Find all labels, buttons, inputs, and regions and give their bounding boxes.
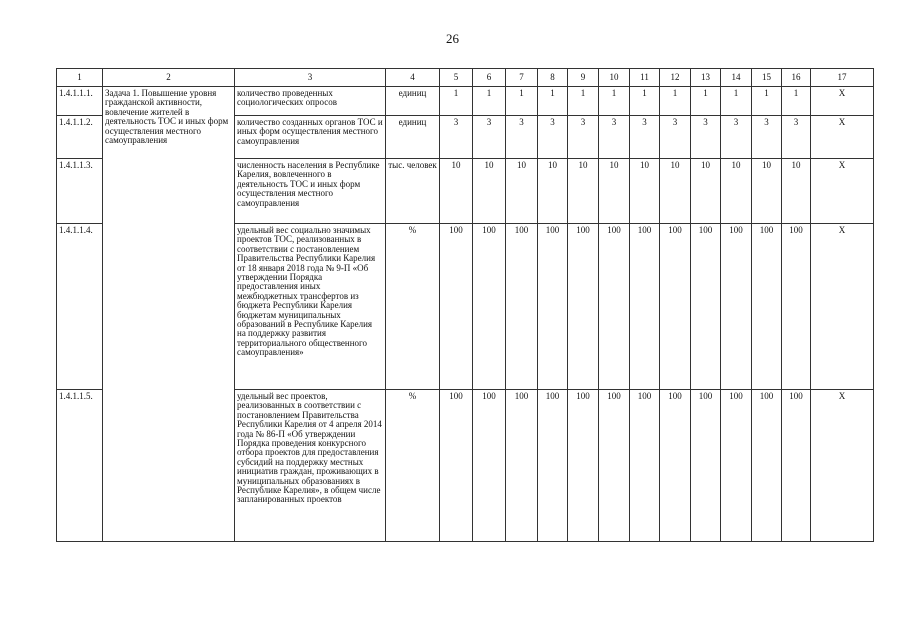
value-cell: 100	[538, 224, 568, 390]
value-cell: 1	[538, 87, 568, 116]
indicator-description: количество созданных органов ТОС и иных форм осуществления местного самоуправления	[235, 116, 386, 159]
value-cell: 100	[440, 224, 473, 390]
unit-cell: %	[386, 224, 440, 390]
value-cell: 100	[630, 224, 660, 390]
row-code: 1.4.1.1.4.	[57, 224, 103, 390]
indicator-description: количество проведенных социологических опросов	[235, 87, 386, 116]
value-cell: 1	[691, 87, 721, 116]
task-description: Задача 1. Повышение уровня гражданской активности, вовлечение жителей в деятельность ТОС и иных форм осуществления местного самоуправления	[103, 87, 235, 542]
header-cell: 12	[660, 69, 691, 87]
value-cell: 10	[721, 159, 752, 224]
value-cell: 100	[660, 224, 691, 390]
value-cell: 10	[440, 159, 473, 224]
unit-cell: тыс. человек	[386, 159, 440, 224]
last-column-cell: X	[811, 87, 874, 116]
indicator-description: численность населения в Республике Карелия, вовлеченного в деятельность ТОС и иных форм осуществления местного самоуправления	[235, 159, 386, 224]
value-cell: 3	[473, 116, 506, 159]
value-cell: 100	[752, 390, 782, 542]
value-cell: 3	[691, 116, 721, 159]
value-cell: 1	[752, 87, 782, 116]
value-cell: 100	[782, 390, 811, 542]
value-cell: 100	[568, 224, 599, 390]
value-cell: 100	[473, 390, 506, 542]
value-cell: 100	[691, 390, 721, 542]
value-cell: 3	[660, 116, 691, 159]
header-cell: 16	[782, 69, 811, 87]
value-cell: 10	[506, 159, 538, 224]
unit-cell: единиц	[386, 116, 440, 159]
value-cell: 3	[506, 116, 538, 159]
header-cell: 3	[235, 69, 386, 87]
page-number: 26	[446, 31, 459, 46]
value-cell: 100	[691, 224, 721, 390]
value-cell: 3	[440, 116, 473, 159]
header-cell: 5	[440, 69, 473, 87]
value-cell: 1	[568, 87, 599, 116]
value-cell: 100	[599, 390, 630, 542]
value-cell: 3	[721, 116, 752, 159]
header-cell: 7	[506, 69, 538, 87]
value-cell: 100	[440, 390, 473, 542]
value-cell: 1	[721, 87, 752, 116]
value-cell: 10	[473, 159, 506, 224]
header-row	[57, 69, 874, 87]
value-cell: 100	[473, 224, 506, 390]
value-cell: 100	[506, 390, 538, 542]
header-cell: 9	[568, 69, 599, 87]
value-cell: 10	[538, 159, 568, 224]
header-cell: 4	[386, 69, 440, 87]
table-row	[57, 87, 874, 116]
value-cell: 100	[599, 224, 630, 390]
value-cell: 100	[721, 390, 752, 542]
value-cell: 3	[538, 116, 568, 159]
header-cell: 11	[630, 69, 660, 87]
value-cell: 10	[568, 159, 599, 224]
last-column-cell: X	[811, 159, 874, 224]
value-cell: 3	[630, 116, 660, 159]
value-cell: 10	[691, 159, 721, 224]
unit-cell: %	[386, 390, 440, 542]
row-code: 1.4.1.1.3.	[57, 159, 103, 224]
unit-cell: единиц	[386, 87, 440, 116]
value-cell: 1	[440, 87, 473, 116]
value-cell: 100	[568, 390, 599, 542]
value-cell: 100	[721, 224, 752, 390]
value-cell: 100	[630, 390, 660, 542]
row-code: 1.4.1.1.2.	[57, 116, 103, 159]
indicator-description: удельный вес социально значимых проектов ТОС, реализованных в соответствии с постановлением Правительства Республики Карелия от 18 января 2018 года № 9-П «Об утверждении Порядка предоставления иных межбюджетных трансфертов из бюджета Республики Карелия бюджетам муниципальных образований в Республике Карелия на поддержку развития территориального общественного самоуправления»	[235, 224, 386, 390]
value-cell: 10	[752, 159, 782, 224]
value-cell: 100	[782, 224, 811, 390]
header-cell: 8	[538, 69, 568, 87]
value-cell: 3	[782, 116, 811, 159]
value-cell: 3	[599, 116, 630, 159]
row-code: 1.4.1.1.1.	[57, 87, 103, 116]
value-cell: 3	[568, 116, 599, 159]
value-cell: 1	[630, 87, 660, 116]
value-cell: 1	[782, 87, 811, 116]
indicator-description: удельный вес проектов, реализованных в соответствии с постановлением Правительства Республики Карелия от 4 апреля 2014 года № 86-П «Об утверждении Порядка проведения конкурсного отбора проектов для предоставления субсидий на поддержку местных инициатив граждан, проживающих в муниципальных образованиях в Республике Карелия», в общем числе запланированных проектов	[235, 390, 386, 542]
value-cell: 100	[752, 224, 782, 390]
value-cell: 100	[660, 390, 691, 542]
row-code: 1.4.1.1.5.	[57, 390, 103, 542]
header-cell: 10	[599, 69, 630, 87]
value-cell: 100	[506, 224, 538, 390]
header-cell: 2	[103, 69, 235, 87]
last-column-cell: X	[811, 116, 874, 159]
value-cell: 1	[473, 87, 506, 116]
header-cell: 14	[721, 69, 752, 87]
value-cell: 10	[630, 159, 660, 224]
header-cell: 13	[691, 69, 721, 87]
header-cell: 1	[57, 69, 103, 87]
indicators-table	[56, 68, 874, 542]
value-cell: 1	[506, 87, 538, 116]
value-cell: 1	[660, 87, 691, 116]
value-cell: 100	[538, 390, 568, 542]
value-cell: 1	[599, 87, 630, 116]
header-cell: 6	[473, 69, 506, 87]
value-cell: 10	[599, 159, 630, 224]
value-cell: 10	[660, 159, 691, 224]
last-column-cell: X	[811, 390, 874, 542]
header-cell: 17	[811, 69, 874, 87]
value-cell: 10	[782, 159, 811, 224]
value-cell: 3	[752, 116, 782, 159]
last-column-cell: X	[811, 224, 874, 390]
header-cell: 15	[752, 69, 782, 87]
